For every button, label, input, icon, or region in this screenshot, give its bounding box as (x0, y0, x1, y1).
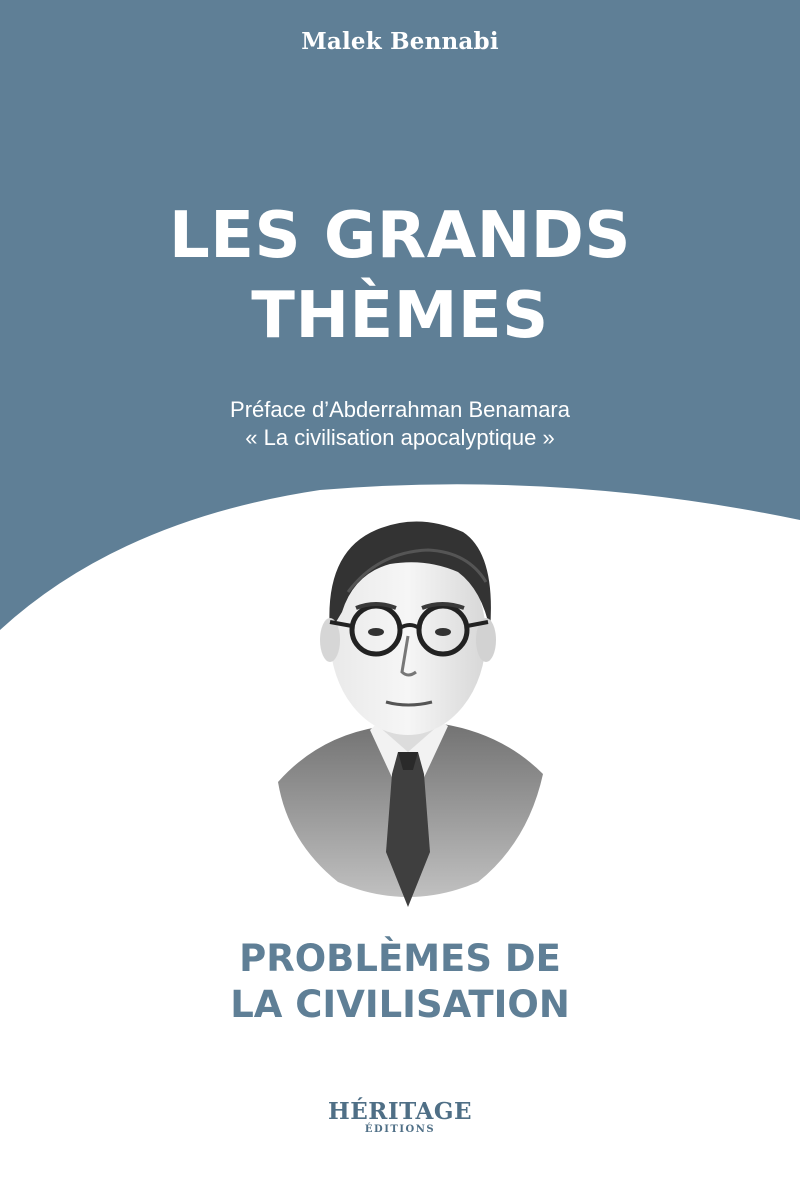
portrait-illustration (258, 512, 558, 917)
title-line-1: LES GRANDS (169, 199, 631, 273)
publisher-sub: ÉDITIONS (364, 1124, 436, 1135)
subtitle-line-1: PROBLÈMES DE (239, 937, 561, 980)
author-name: Malek Bennabi (301, 28, 499, 55)
publisher-logo (0, 1100, 800, 1136)
book-subtitle (0, 936, 800, 1028)
book-title (0, 196, 800, 356)
preface-line-1: Préface d’Abderrahman Benamara (230, 397, 570, 422)
preface-note (0, 396, 800, 452)
preface-line-2: « La civilisation apocalyptique » (245, 425, 555, 450)
title-line-2: THÈMES (251, 279, 549, 353)
publisher-name: HÉRITAGE (327, 1098, 472, 1125)
subtitle-line-2: LA CIVILISATION (230, 983, 570, 1026)
